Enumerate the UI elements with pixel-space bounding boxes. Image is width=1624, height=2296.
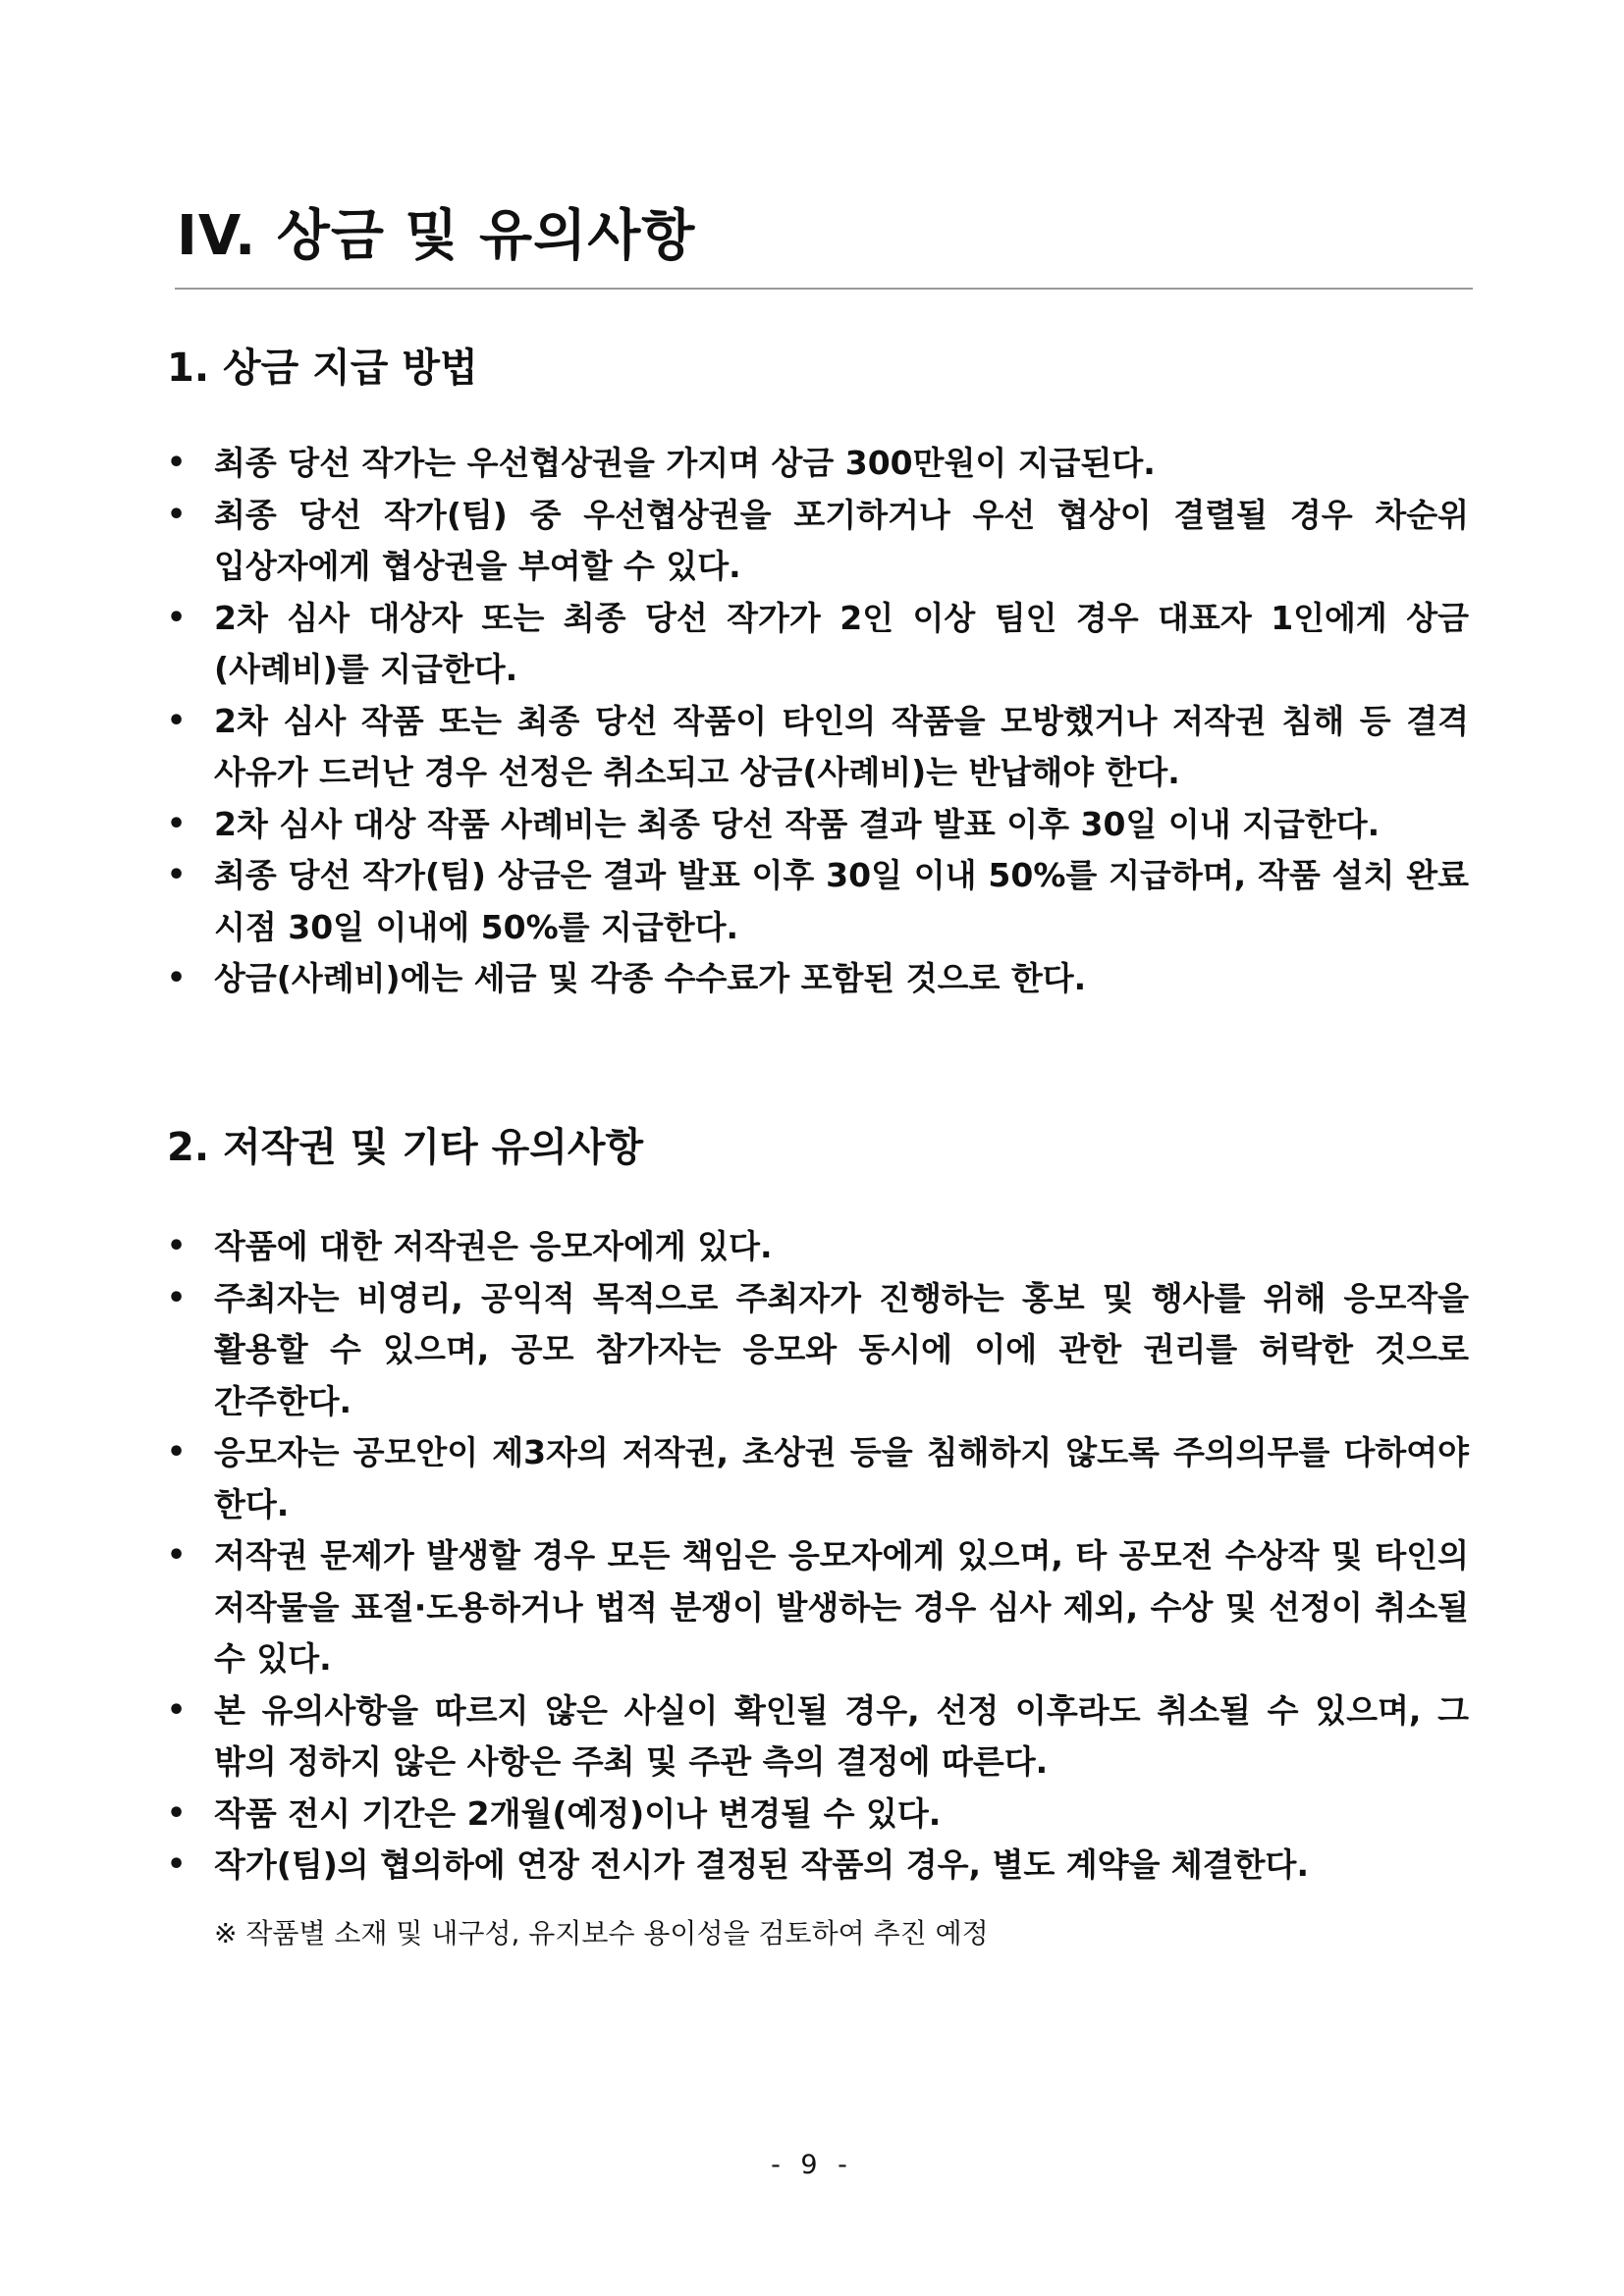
list-item xyxy=(167,438,1469,490)
list-item-text: 저작권 문제가 발생할 경우 모든 책임은 응모자에게 있으며, 타 공모전 수상작 및 타인의 저작물을 표절·도용하거나 법적 분쟁이 발생하는 경우 심사 제외, 수상 및 선정이 취소될 수 있다. xyxy=(214,1536,1469,1678)
list-item-text: 최종 당선 작가(팀) 중 우선협상권을 포기하거나 우선 협상이 결렬될 경우 차순위 입상자에게 협상권을 부여할 수 있다. xyxy=(214,495,1469,585)
list-item xyxy=(167,1789,1469,1841)
bullet-icon: • xyxy=(167,961,187,995)
list-item xyxy=(167,1685,1469,1789)
list-item xyxy=(167,1840,1469,1892)
title-divider xyxy=(175,288,1473,290)
bullet-icon: • xyxy=(167,446,187,480)
bullet-icon: • xyxy=(167,600,187,635)
list-item-text: 주최자는 비영리, 공익적 목적으로 주최자가 진행하는 홍보 및 행사를 위해 응모작을 활용할 수 있으며, 공모 참가자는 응모와 동시에 이에 관한 권리를 허락한 것으로 간주한다. xyxy=(214,1278,1469,1420)
list-item xyxy=(167,696,1469,799)
list-item-text: 2차 심사 대상자 또는 최종 당선 작가가 2인 이상 팀인 경우 대표자 1인에게 상금(사례비)를 지급한다. xyxy=(214,598,1469,688)
list-item xyxy=(167,799,1469,851)
section-title-copyright-notes: 2. 저작권 및 기타 유의사항 xyxy=(167,1125,644,1170)
list-item-text: 상금(사례비)에는 세금 및 각종 수수료가 포함된 것으로 한다. xyxy=(214,959,1087,997)
section-title-prize-payment: 1. 상금 지급 방법 xyxy=(167,346,478,391)
chapter-title: IV. 상금 및 유의사항 xyxy=(177,204,696,268)
list-item xyxy=(167,1530,1469,1685)
bullet-icon: • xyxy=(167,703,187,738)
bullet-icon: • xyxy=(167,858,187,892)
list-item-text: 2차 심사 작품 또는 최종 당선 작품이 타인의 작품을 모방했거나 저작권 침해 등 결격 사유가 드러난 경우 선정은 취소되고 상금(사례비)는 반납해야 한다. xyxy=(214,701,1469,791)
list-item-text: 최종 당선 작가(팀) 상금은 결과 발표 이후 30일 이내 50%를 지급하며, 작품 설치 완료 시점 30일 이내에 50%를 지급한다. xyxy=(214,856,1469,946)
bullet-icon: • xyxy=(167,1280,187,1315)
list-item-text: 작품에 대한 저작권은 응모자에게 있다. xyxy=(214,1227,773,1265)
bullet-icon: • xyxy=(167,1692,187,1728)
list-item xyxy=(167,1221,1469,1273)
page-number: - 9 - xyxy=(771,2150,853,2180)
bullet-icon: • xyxy=(167,497,187,532)
prize-payment-list xyxy=(167,438,1469,1005)
copyright-notes-list xyxy=(167,1221,1469,1892)
list-item xyxy=(167,850,1469,953)
list-item-text: 작품 전시 기간은 2개월(예정)이나 변경될 수 있다. xyxy=(214,1793,942,1833)
list-item-text: 작가(팀)의 협의하에 연장 전시가 결정된 작품의 경우, 별도 계약을 체결한다. xyxy=(214,1845,1309,1884)
list-item xyxy=(167,593,1469,696)
list-item-text: 응모자는 공모안이 제3자의 저작권, 초상권 등을 침해하지 않도록 주의의무를 다하여야 한다. xyxy=(214,1433,1469,1523)
list-item xyxy=(167,1427,1469,1530)
list-item-text: 최종 당선 작가는 우선협상권을 가지며 상금 300만원이 지급된다. xyxy=(214,444,1156,482)
bullet-icon: • xyxy=(167,1435,187,1469)
bullet-icon: • xyxy=(167,806,187,841)
bullet-icon: • xyxy=(167,1229,187,1263)
list-item xyxy=(167,490,1469,593)
list-item xyxy=(167,1273,1469,1428)
bullet-icon: • xyxy=(167,1538,187,1573)
bullet-icon: • xyxy=(167,1795,187,1831)
bullet-icon: • xyxy=(167,1847,187,1882)
list-item-text: 2차 심사 대상 작품 사례비는 최종 당선 작품 결과 발표 이후 30일 이내 지급한다. xyxy=(214,804,1380,843)
list-item-text: 본 유의사항을 따르지 않은 사실이 확인될 경우, 선정 이후라도 취소될 수 있으며, 그 밖의 정하지 않은 사항은 주최 및 주관 측의 결정에 따른다. xyxy=(214,1690,1469,1781)
footnote: ※ 작품별 소재 및 내구성, 유지보수 용이성을 검토하여 추진 예정 xyxy=(214,1917,989,1949)
list-item xyxy=(167,953,1469,1005)
